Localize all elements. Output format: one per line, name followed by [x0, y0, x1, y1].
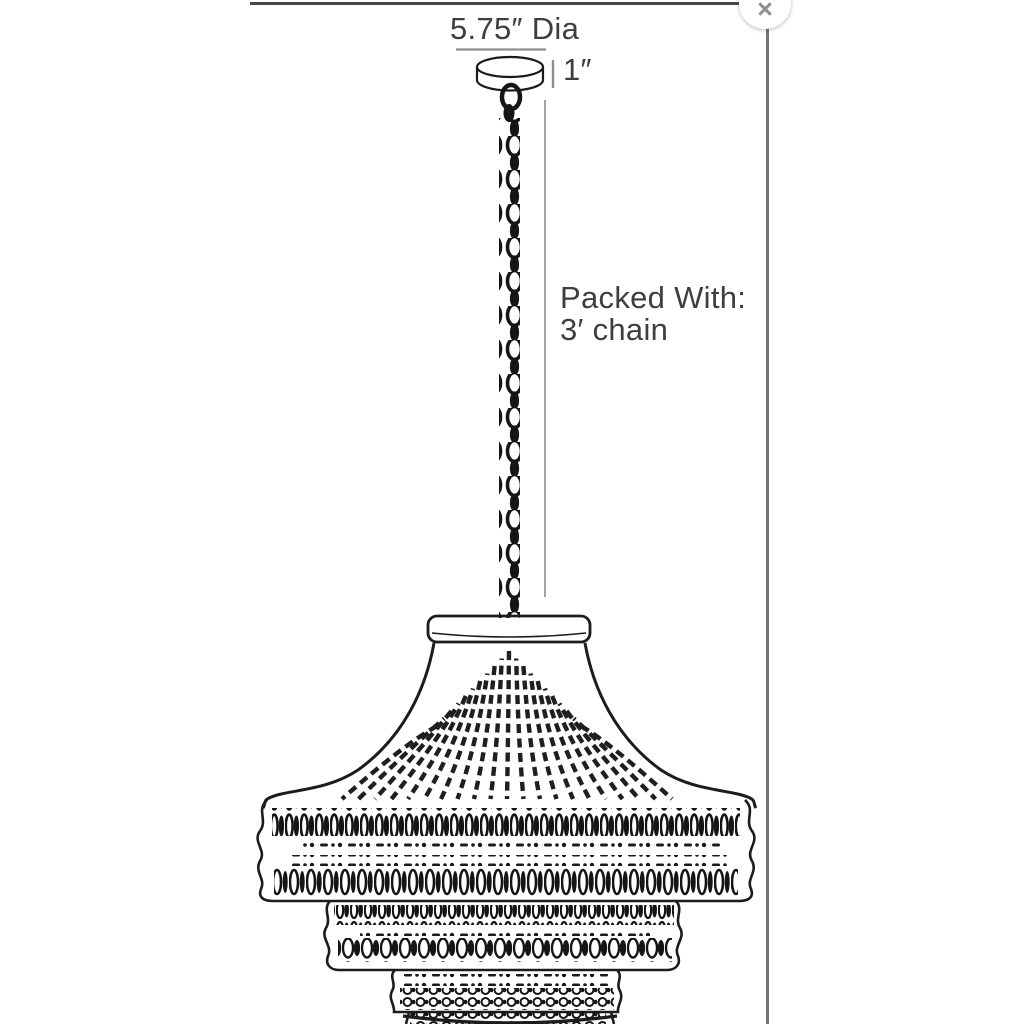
- bead-row-dense-1: [272, 808, 740, 836]
- chain-links: [499, 118, 520, 618]
- shade-collar: [428, 616, 590, 642]
- canopy-height-label: 1″: [563, 52, 592, 87]
- shade-left-edge: [263, 643, 434, 808]
- bead-row-sparse-1: [300, 842, 720, 853]
- hanging-chain: [499, 85, 520, 618]
- close-icon: ×: [757, 0, 773, 24]
- bead-tier-4: [403, 1012, 617, 1024]
- bead-row-dense-3: [334, 905, 674, 925]
- bead-row-sparse-2: [288, 855, 728, 866]
- bead-strand: [516, 659, 523, 800]
- bead-strand: [375, 711, 451, 799]
- bead-strand: [531, 674, 557, 800]
- bead-tier-1: [258, 800, 755, 901]
- bead-row-dense-2: [274, 868, 738, 896]
- bead-strand: [507, 651, 509, 799]
- bead-strand: [491, 659, 502, 800]
- bead-row-rings-2: [400, 988, 614, 1010]
- bead-strand: [458, 674, 488, 800]
- bead-strand: [408, 696, 466, 799]
- bead-row-sparse-3: [360, 927, 650, 936]
- diameter-label: 5.75″ Dia: [450, 11, 580, 46]
- packed-with-line1: Packed With:: [560, 280, 747, 315]
- packed-with-line2: 3′ chain: [560, 312, 669, 347]
- bead-row-rings-1: [338, 938, 672, 962]
- bead-strands: [342, 651, 672, 799]
- bead-row-sparse-4: [402, 974, 610, 986]
- flared-shade: [263, 643, 756, 808]
- bead-tier-3: [391, 970, 621, 1012]
- bead-tier-2: [324, 901, 681, 970]
